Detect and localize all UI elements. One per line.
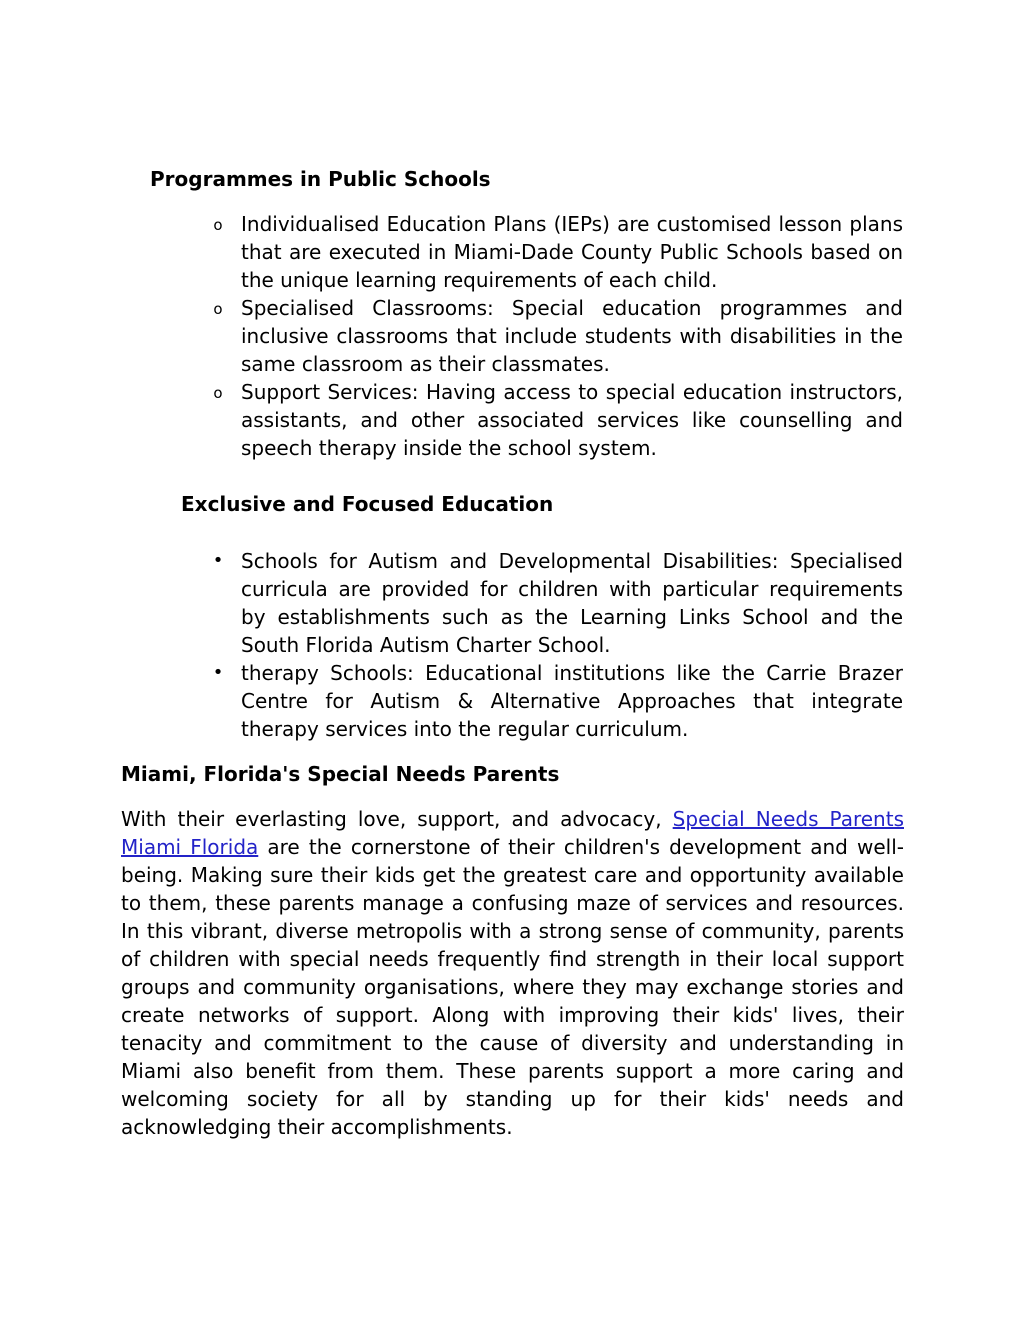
list-item-text: Schools for Autism and Developmental Disabilities: Specialised curricula are provided for children with particular requirements by establishments such as the Learning Links School and the South Florida Autism Charter School. (241, 549, 903, 657)
dot-bullet-icon: • (212, 550, 224, 571)
dot-bullet-icon: • (212, 662, 224, 683)
list-item (212, 659, 903, 743)
exclusive-education-list (212, 547, 903, 743)
list-item-text: Individualised Education Plans (IEPs) are customised lesson plans that are executed in Miami-Dade County Public Schools based on the unique learning requirements of each child. (241, 212, 903, 292)
heading-programmes-in-public-schools: Programmes in Public Schools (150, 167, 491, 191)
list-item (213, 294, 903, 378)
list-item (213, 210, 903, 294)
list-item (212, 547, 903, 659)
programmes-list (213, 210, 903, 462)
paragraph-text-after-link: are the cornerstone of their children's development and well-being. Making sure their kids get the greatest care and opportunity available to them, these parents manage a confusing maze of services and resources. In this vibrant, diverse metropolis with a strong sense of community, parents of children with special needs frequently find strength in their local support groups and community organisations, where they may exchange stories and create networks of support. Along with improving their kids' lives, their tenacity and commitment to the cause of diversity and understanding in Miami also benefit from them. These parents support a more caring and welcoming society for all by standing up for their kids' needs and acknowledging their accomplishments. (121, 835, 904, 1139)
paragraph-text-before-link: With their everlasting love, support, and advocacy, (121, 807, 673, 831)
heading-miami-special-needs-parents: Miami, Florida's Special Needs Parents (121, 762, 560, 786)
circle-bullet-icon: o (213, 384, 223, 402)
miami-parents-paragraph (121, 805, 904, 1141)
heading-exclusive-and-focused-education: Exclusive and Focused Education (181, 492, 554, 516)
circle-bullet-icon: o (213, 300, 223, 318)
list-item-text: Support Services: Having access to special education instructors, assistants, and other associated services like counselling and speech therapy inside the school system. (241, 380, 903, 460)
circle-bullet-icon: o (213, 216, 223, 234)
list-item (213, 378, 903, 462)
list-item-text: therapy Schools: Educational institutions like the Carrie Brazer Centre for Autism & Alternative Approaches that integrate therapy services into the regular curriculum. (241, 661, 903, 741)
list-item-text: Specialised Classrooms: Special education programmes and inclusive classrooms that include students with disabilities in the same classroom as their classmates. (241, 296, 903, 376)
special-needs-parents-link[interactable]: Special Needs Parents Miami Florida (121, 807, 904, 859)
